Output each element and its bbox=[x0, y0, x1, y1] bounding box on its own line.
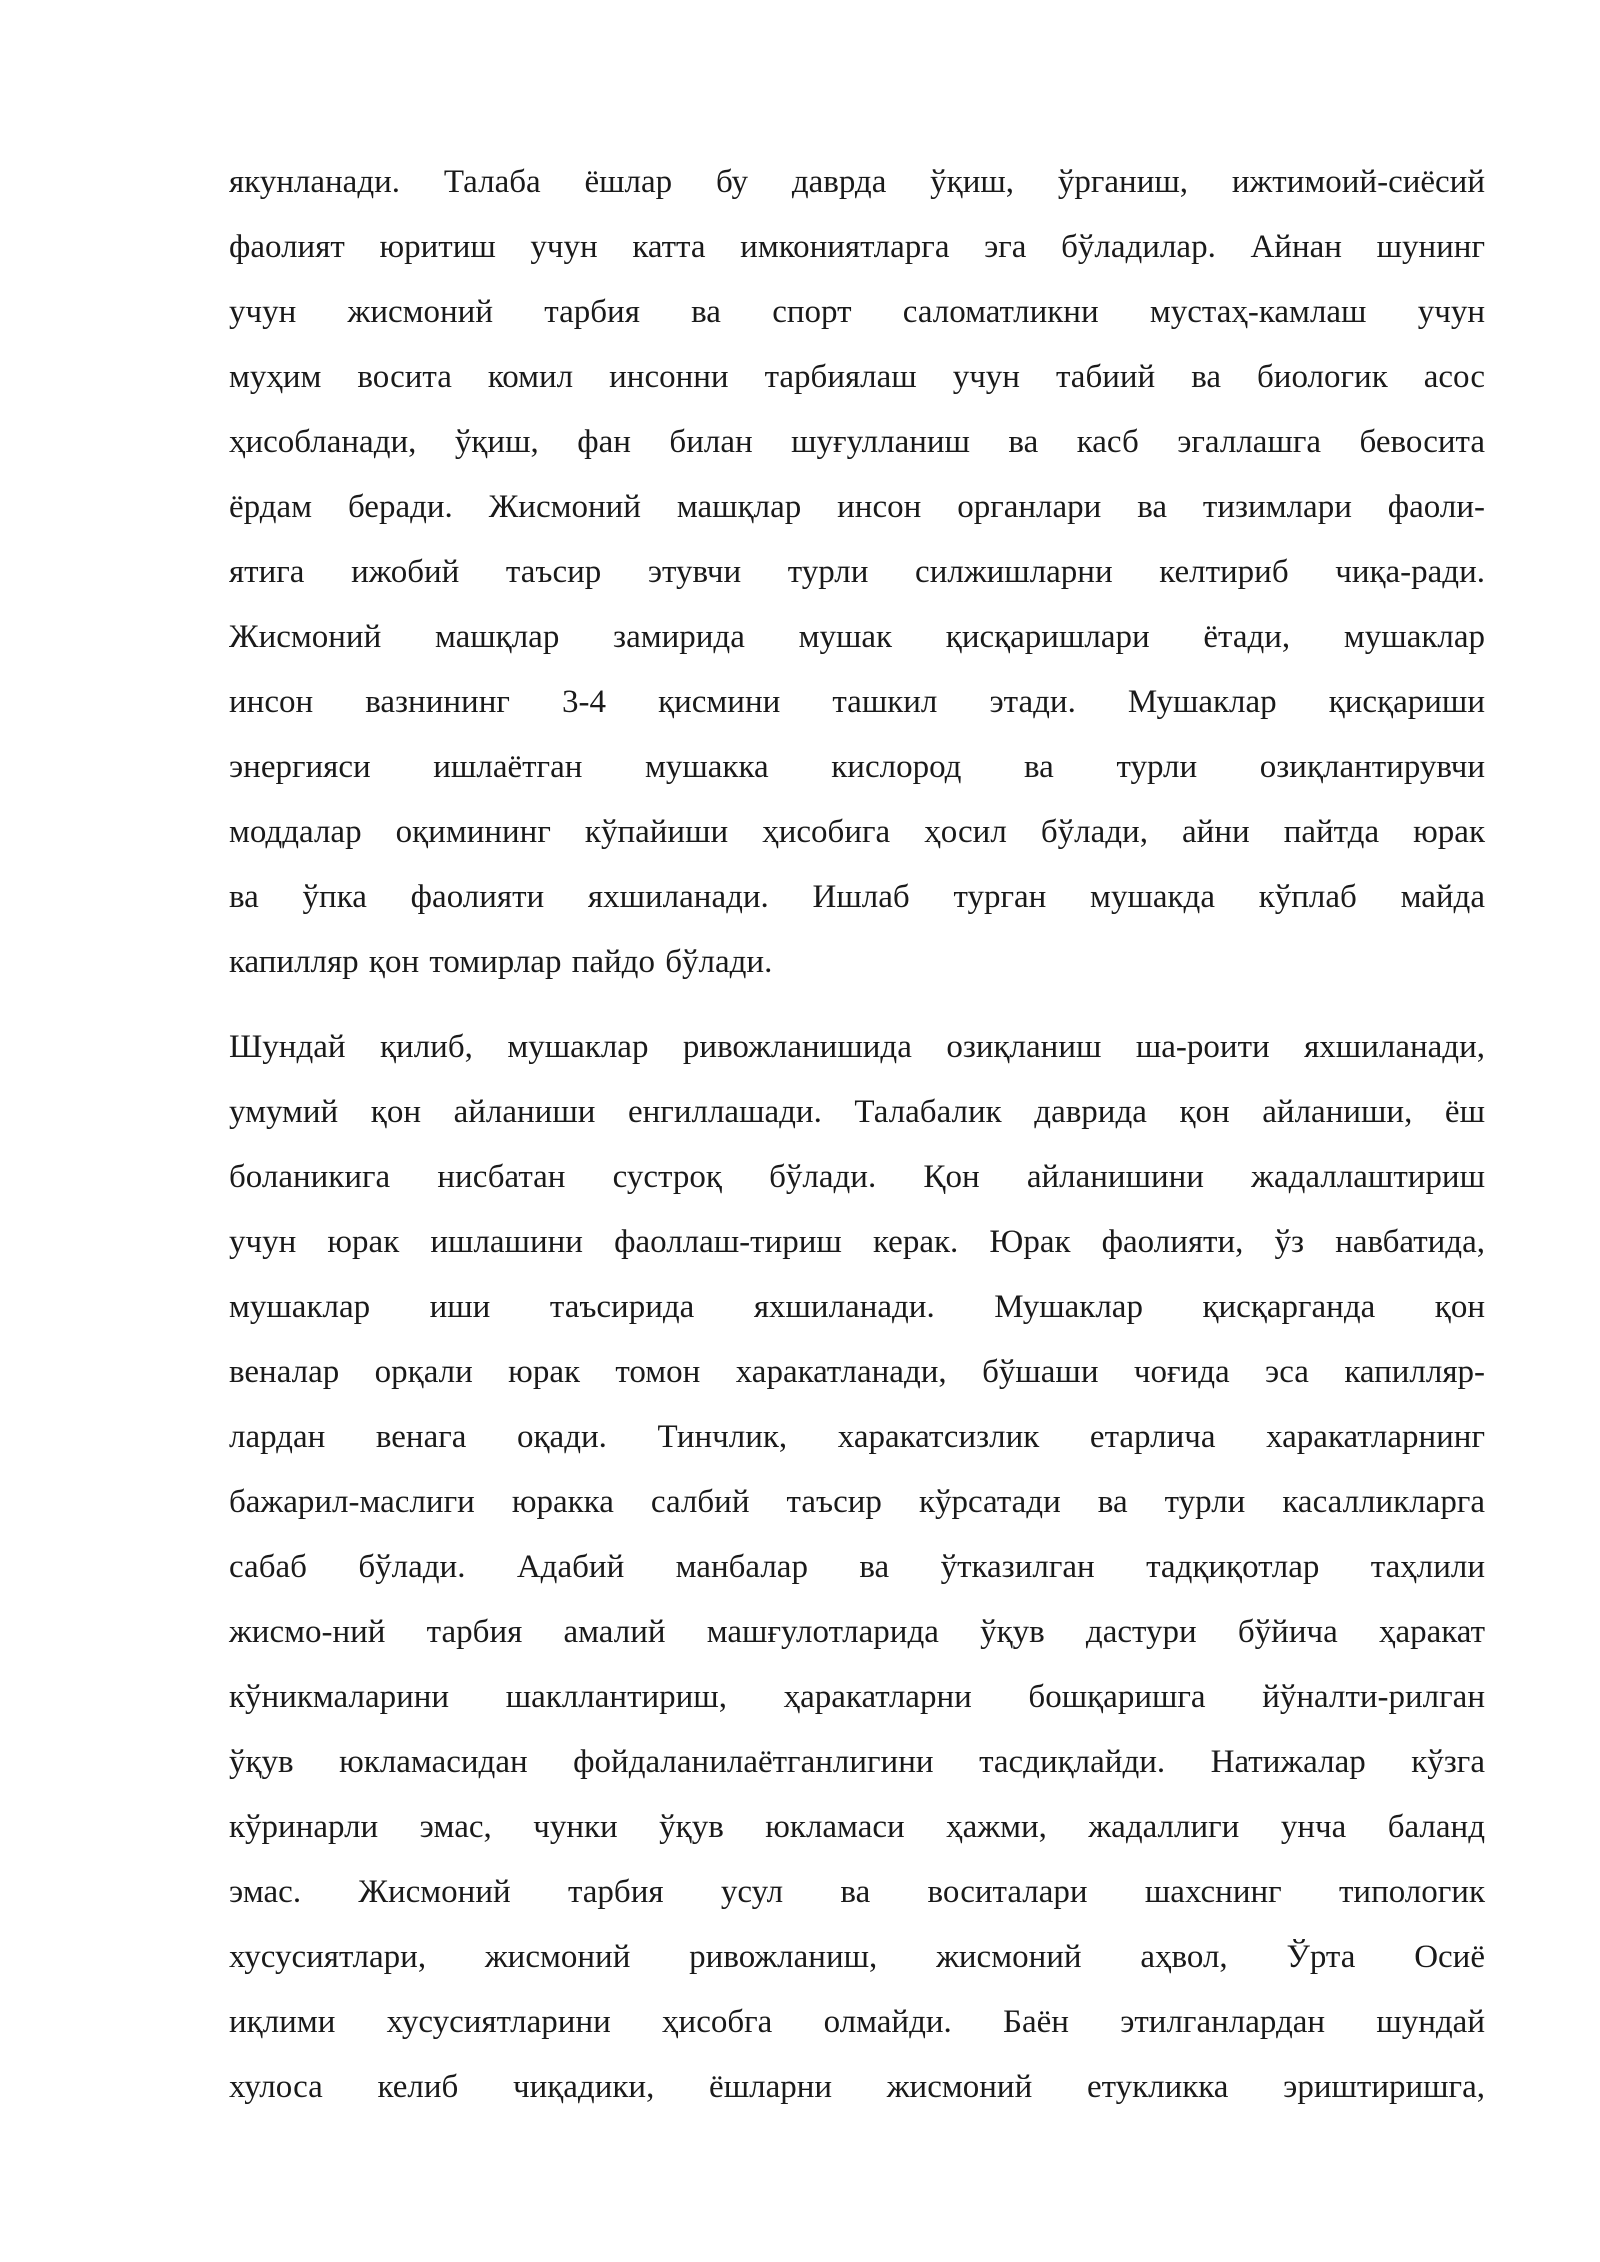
paragraph-2 bbox=[229, 1015, 1485, 2120]
text-line: Шундай қилиб, мушаклар ривожланишида озиқланиш ша-роити яхшиланади, bbox=[229, 1029, 1485, 1065]
text-line: Жисмоний машқлар замирида мушак қисқаришлари ётади, мушаклар bbox=[229, 619, 1485, 655]
text-line: кўникмаларини шакллантириш, ҳаракатларни бошқаришга йўналти-рилган bbox=[229, 1679, 1485, 1715]
text-line: ятига ижобий таъсир этувчи турли силжишларни келтириб чиқа-ради. bbox=[229, 554, 1485, 590]
text-line: веналар орқали юрак томон харакатланади, бўшаши чоғида эса капилляр- bbox=[229, 1354, 1485, 1390]
text-line: лардан венага оқади. Тинчлик, харакатсизлик етарлича харакатларнинг bbox=[229, 1419, 1485, 1455]
text-line: учун юрак ишлашини фаоллаш-тириш керак. Юрак фаолияти, ўз навбатида, bbox=[229, 1224, 1485, 1260]
text-line: бажарил-маслиги юракка салбий таъсир кўрсатади ва турли касалликларга bbox=[229, 1484, 1485, 1520]
text-line: инсон вазнининг 3-4 қисмини ташкил этади. Мушаклар қисқариши bbox=[229, 684, 1485, 720]
paragraph-1 bbox=[229, 150, 1485, 995]
text-line: ёрдам беради. Жисмоний машқлар инсон органлари ва тизимлари фаоли- bbox=[229, 489, 1485, 525]
text-line: кўринарли эмас, чунки ўқув юкламаси ҳажми, жадаллиги унча баланд bbox=[229, 1809, 1485, 1845]
text-line: фаолият юритиш учун катта имкониятларга эга бўладилар. Айнан шунинг bbox=[229, 229, 1485, 265]
text-line: энергияси ишлаётган мушакка кислород ва турли озиқлантирувчи bbox=[229, 749, 1485, 785]
text-line: муҳим восита комил инсонни тарбиялаш учун табиий ва биологик асос bbox=[229, 359, 1485, 395]
text-line: ва ўпка фаолияти яхшиланади. Ишлаб турган мушакда кўплаб майда bbox=[229, 879, 1485, 915]
text-line: боланикига нисбатан сустроқ бўлади. Қон айланишини жадаллаштириш bbox=[229, 1159, 1485, 1195]
text-line: сабаб бўлади. Адабий манбалар ва ўтказилган тадқиқотлар таҳлили bbox=[229, 1549, 1485, 1585]
paragraph-spacer bbox=[229, 995, 1485, 1015]
text-line: эмас. Жисмоний тарбия усул ва воситалари шахснинг типологик bbox=[229, 1874, 1485, 1910]
text-line: иқлими хусусиятларини ҳисобга олмайди. Баён этилганлардан шундай bbox=[229, 2004, 1485, 2040]
document-body bbox=[229, 150, 1485, 2120]
text-line: ўқув юкламасидан фойдаланилаётганлигини тасдиқлайди. Натижалар кўзга bbox=[229, 1744, 1485, 1780]
text-line: жисмо-ний тарбия амалий машғулотларида ўқув дастури бўйича ҳаракат bbox=[229, 1614, 1485, 1650]
text-line: мушаклар иши таъсирида яхшиланади. Мушаклар қисқарганда қон bbox=[229, 1289, 1485, 1325]
text-line: капилляр қон томирлар пайдо бўлади. bbox=[229, 944, 773, 980]
text-line: хусусиятлари, жисмоний ривожланиш, жисмоний аҳвол, Ўрта Осиё bbox=[229, 1939, 1485, 1975]
text-line: ҳисобланади, ўқиш, фан билан шуғулланиш ва касб эгаллашга бевосита bbox=[229, 424, 1485, 460]
text-line: моддалар оқимининг кўпайиши ҳисобига ҳосил бўлади, айни пайтда юрак bbox=[229, 814, 1485, 850]
text-line: якунланади. Талаба ёшлар бу даврда ўқиш, ўрганиш, ижтимоий-сиёсий bbox=[229, 164, 1485, 200]
text-line: умумий қон айланиши енгиллашади. Талабалик даврида қон айланиши, ёш bbox=[229, 1094, 1485, 1130]
text-line: учун жисмоний тарбия ва спорт саломатликни мустаҳ-камлаш учун bbox=[229, 294, 1485, 330]
text-line: хулоса келиб чиқадики, ёшларни жисмоний етукликка эриштиришга, bbox=[229, 2069, 1485, 2105]
